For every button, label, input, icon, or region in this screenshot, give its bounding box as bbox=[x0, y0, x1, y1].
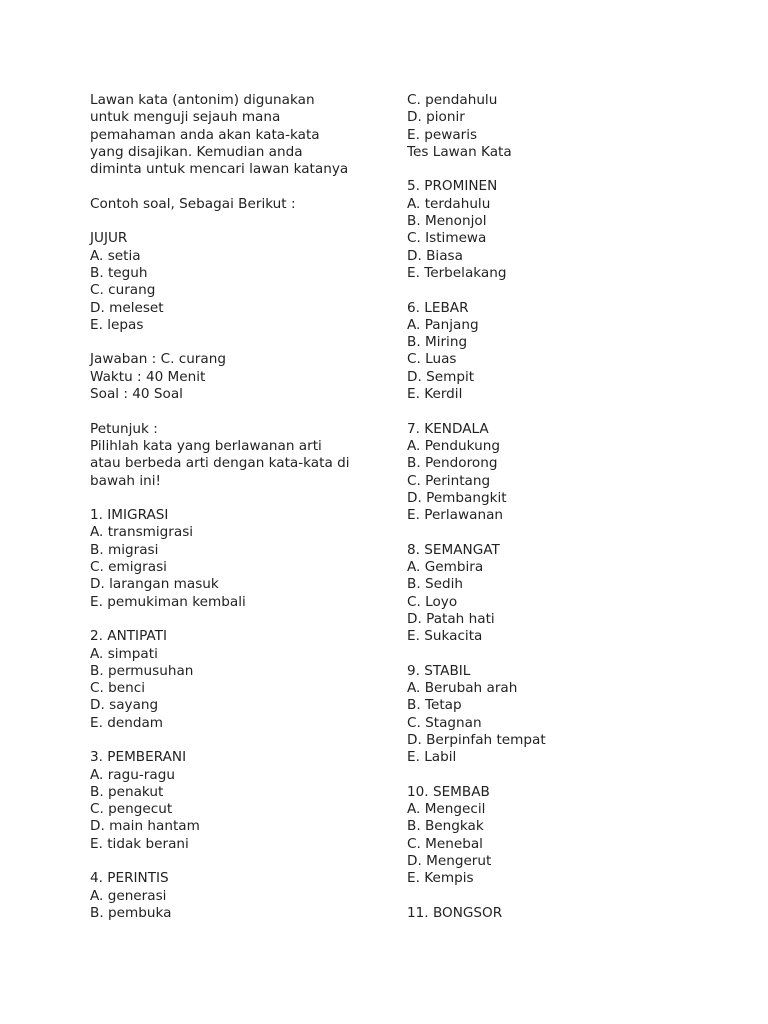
option-d: D. meleset bbox=[90, 299, 164, 316]
question-title: 6. LEBAR bbox=[407, 299, 469, 316]
spacer bbox=[90, 490, 390, 507]
option-c: C. curang bbox=[90, 282, 156, 299]
question-3 bbox=[90, 749, 390, 853]
option-c: C. pengecut bbox=[90, 801, 173, 818]
intro-line: Lawan kata (antonim) digunakan bbox=[90, 92, 315, 108]
intro-line: untuk menguji sejauh mana bbox=[90, 109, 281, 126]
option-e: E. tidak berani bbox=[90, 835, 189, 852]
option-b: B. Sedih bbox=[407, 576, 463, 593]
question-title: 4. PERINTIS bbox=[90, 870, 169, 887]
instructions bbox=[90, 421, 390, 490]
option-a: A. setia bbox=[90, 247, 141, 264]
option-d: D. Berpinfah tempat bbox=[407, 731, 546, 748]
option-d: D. Sempit bbox=[407, 368, 475, 385]
spacer bbox=[90, 334, 390, 351]
spacer bbox=[407, 646, 737, 663]
test-meta bbox=[90, 351, 390, 403]
option-c: C. Perintang bbox=[407, 472, 491, 489]
question-4-continued bbox=[407, 92, 737, 161]
example-heading: Contoh soal, Sebagai Berikut : bbox=[90, 195, 296, 212]
spacer bbox=[90, 178, 390, 195]
option-d: D. sayang bbox=[90, 697, 159, 714]
option-b: B. Pendorong bbox=[407, 455, 498, 472]
option-a: A. Mengecil bbox=[407, 801, 486, 818]
option-b: B. Menonjol bbox=[407, 213, 487, 230]
question-count-line: Soal : 40 Soal bbox=[90, 386, 183, 403]
option-c: C. Istimewa bbox=[407, 230, 487, 247]
option-c: C. benci bbox=[90, 680, 145, 697]
left-column bbox=[90, 92, 390, 922]
option-d: D. larangan masuk bbox=[90, 576, 219, 593]
spacer bbox=[407, 161, 737, 178]
option-d: D. Mengerut bbox=[407, 853, 492, 870]
spacer bbox=[90, 403, 390, 420]
option-b: B. permusuhan bbox=[90, 662, 194, 679]
option-a: A. ragu-ragu bbox=[90, 766, 175, 783]
question-5 bbox=[407, 178, 737, 282]
option-b: B. Bengkak bbox=[407, 818, 484, 835]
option-d: D. Patah hati bbox=[407, 610, 495, 627]
spacer bbox=[407, 888, 737, 905]
question-title: 9. STABIL bbox=[407, 662, 471, 679]
option-e: E. pewaris bbox=[407, 126, 478, 143]
option-a: A. Berubah arah bbox=[407, 680, 518, 697]
question-7 bbox=[407, 421, 737, 525]
question-title: 10. SEMBAB bbox=[407, 783, 490, 800]
intro-paragraph bbox=[90, 92, 390, 178]
spacer bbox=[90, 213, 390, 230]
spacer bbox=[90, 732, 390, 749]
option-e: E. Kempis bbox=[407, 870, 474, 887]
option-a: A. generasi bbox=[90, 887, 167, 904]
question-2 bbox=[90, 628, 390, 732]
option-e: E. Perlawanan bbox=[407, 507, 504, 524]
question-title: 2. ANTIPATI bbox=[90, 628, 167, 645]
instructions-line: atau berbeda arti dengan kata-kata di bbox=[90, 455, 350, 472]
option-b: B. migrasi bbox=[90, 541, 159, 558]
question-title: 7. KENDALA bbox=[407, 420, 489, 437]
right-column bbox=[407, 92, 737, 922]
example-question bbox=[90, 230, 390, 334]
option-b: B. Tetap bbox=[407, 697, 462, 714]
option-d: D. main hantam bbox=[90, 818, 200, 835]
spacer bbox=[407, 282, 737, 299]
option-b: B. Miring bbox=[407, 334, 468, 351]
option-a: A. Pendukung bbox=[407, 437, 500, 454]
section-label: Tes Lawan Kata bbox=[407, 143, 512, 160]
spacer bbox=[407, 524, 737, 541]
instructions-line: bawah ini! bbox=[90, 472, 161, 489]
option-d: D. pionir bbox=[407, 109, 465, 126]
option-e: E. Kerdil bbox=[407, 386, 463, 403]
option-a: A. transmigrasi bbox=[90, 524, 194, 541]
spacer bbox=[90, 853, 390, 870]
option-c: C. pendahulu bbox=[407, 92, 498, 108]
option-a: A. Gembira bbox=[407, 559, 484, 576]
option-c: C. Menebal bbox=[407, 835, 483, 852]
question-4 bbox=[90, 870, 390, 922]
spacer bbox=[407, 767, 737, 784]
question-title: 5. PROMINEN bbox=[407, 178, 498, 195]
option-e: E. pemukiman kembali bbox=[90, 593, 246, 610]
question-6 bbox=[407, 300, 737, 404]
option-b: B. pembuka bbox=[90, 904, 172, 921]
spacer bbox=[407, 403, 737, 420]
instructions-line: Pilihlah kata yang berlawanan arti bbox=[90, 437, 322, 454]
option-b: B. teguh bbox=[90, 264, 148, 281]
intro-line: pemahaman anda akan kata-kata bbox=[90, 126, 320, 143]
answer-line: Jawaban : C. curang bbox=[90, 351, 226, 368]
question-title: 1. IMIGRASI bbox=[90, 507, 169, 524]
intro-line: yang disajikan. Kemudian anda bbox=[90, 143, 303, 160]
question-title: 11. BONGSOR bbox=[407, 904, 503, 921]
option-b: B. penakut bbox=[90, 783, 164, 800]
question-11 bbox=[407, 905, 737, 922]
question-8 bbox=[407, 542, 737, 646]
spacer bbox=[90, 611, 390, 628]
question-title: 3. PEMBERANI bbox=[90, 749, 187, 766]
instructions-heading: Petunjuk : bbox=[90, 420, 158, 437]
option-e: E. Terbelakang bbox=[407, 264, 507, 281]
option-e: E. Sukacita bbox=[407, 628, 483, 645]
option-c: C. emigrasi bbox=[90, 559, 167, 576]
intro-line: diminta untuk mencari lawan katanya bbox=[90, 161, 349, 178]
option-e: E. Labil bbox=[407, 749, 457, 766]
option-c: C. Loyo bbox=[407, 593, 458, 610]
option-a: A. simpati bbox=[90, 645, 158, 662]
question-title: 8. SEMANGAT bbox=[407, 541, 500, 558]
question-9 bbox=[407, 663, 737, 767]
option-e: E. lepas bbox=[90, 316, 144, 333]
option-c: C. Stagnan bbox=[407, 714, 482, 731]
option-d: D. Pembangkit bbox=[407, 489, 507, 506]
option-d: D. Biasa bbox=[407, 247, 463, 264]
question-10 bbox=[407, 784, 737, 888]
question-title: JUJUR bbox=[90, 230, 128, 247]
time-line: Waktu : 40 Menit bbox=[90, 368, 206, 385]
option-a: A. terdahulu bbox=[407, 195, 491, 212]
option-c: C. Luas bbox=[407, 351, 457, 368]
option-a: A. Panjang bbox=[407, 316, 479, 333]
option-e: E. dendam bbox=[90, 714, 164, 731]
question-1 bbox=[90, 507, 390, 611]
